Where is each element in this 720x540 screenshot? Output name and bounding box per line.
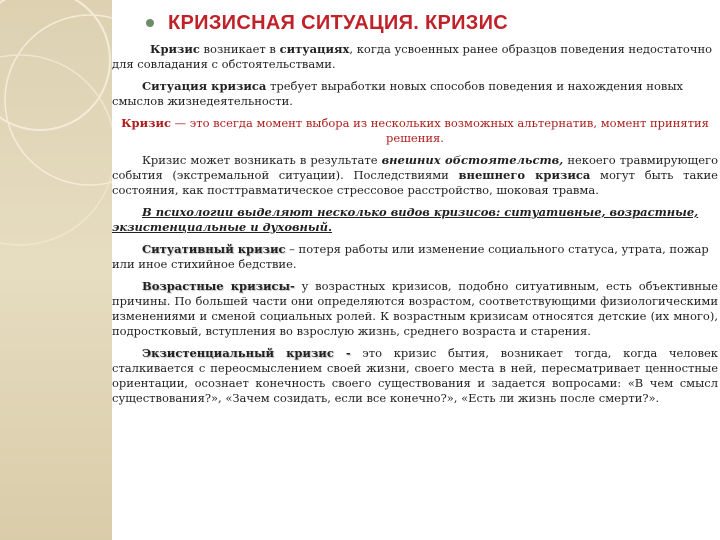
text: возникает в xyxy=(199,42,280,56)
paragraph-2 xyxy=(112,79,718,109)
term-situational-crisis: Ситуативный кризис xyxy=(142,242,286,256)
text: – потеря работы или изменение социального статуса, утрата, пожар или иное стихийное бедствие. xyxy=(112,242,709,271)
text: у возрастных кризисов, подобно ситуативным, есть объективные причины. По большей части они определяются возрастом, соответствующими физиологическими изменениями и сменой социальных ролей. К возрастным кризисам относятся детские (их много), подростковый, вступления во взрослую жизнь, среднего возраста и старения. xyxy=(112,279,718,338)
decorative-arcs xyxy=(0,0,112,260)
term-age-crises: Возрастные кризисы- xyxy=(142,279,295,293)
bullet-icon xyxy=(146,19,154,27)
paragraph-1 xyxy=(112,42,718,72)
text: некоего травмирующего события (экстремальной ситуации). Последствиями xyxy=(112,153,718,182)
paragraph-5-types xyxy=(112,205,718,235)
text: Кризис может возникать в результате xyxy=(142,153,382,167)
slide-title: КРИЗИСНАЯ СИТУАЦИЯ. КРИЗИС xyxy=(168,11,509,34)
slide-title-row xyxy=(146,6,508,40)
term-external-circumstances: внешних обстоятельств, xyxy=(381,153,564,167)
text: требует выработки новых способов поведения и нахождения новых смыслов жизнедеятельности. xyxy=(112,79,683,108)
paragraph-6 xyxy=(112,242,718,272)
text: это кризис бытия, возникает тогда, когда человек сталкивается с переосмыслением своей жизни, своего места в ней, пересматривает ценностные ориентации, осознает конечность своего существования и задается вопросами: «В чем смысл существования?», «Зачем созидать, если все конечно?», «Есть ли жизнь после смерти?». xyxy=(112,346,718,405)
text: , когда усвоенных ранее образцов поведения недостаточно для совладания с обстоятельствами. xyxy=(112,42,713,71)
term-external-crisis: внешнего кризиса xyxy=(458,168,591,182)
term-existential-crisis: Экзистенциальный кризис - xyxy=(142,346,351,360)
term-crisis-red: Кризис xyxy=(121,116,171,130)
text: — это всегда момент выбора из нескольких возможных альтернатив, момент принятия решения. xyxy=(170,116,709,145)
paragraph-4 xyxy=(112,153,718,198)
paragraph-7 xyxy=(112,279,718,339)
text: В психологии выделяют несколько видов кризисов: ситуативные, возрастные, экзистенциальные и духовный. xyxy=(112,205,699,234)
paragraph-8 xyxy=(112,346,718,406)
term-crisis: Кризис xyxy=(150,42,200,56)
term-crisis-situation: Ситуация кризиса xyxy=(142,79,267,93)
slide-content xyxy=(112,42,718,413)
paragraph-3-highlight xyxy=(112,116,718,146)
text: могут быть такие состояния, как посттравматическое стрессовое расстройство, шоковая травма. xyxy=(112,168,718,197)
term-situations: ситуациях xyxy=(279,42,350,56)
